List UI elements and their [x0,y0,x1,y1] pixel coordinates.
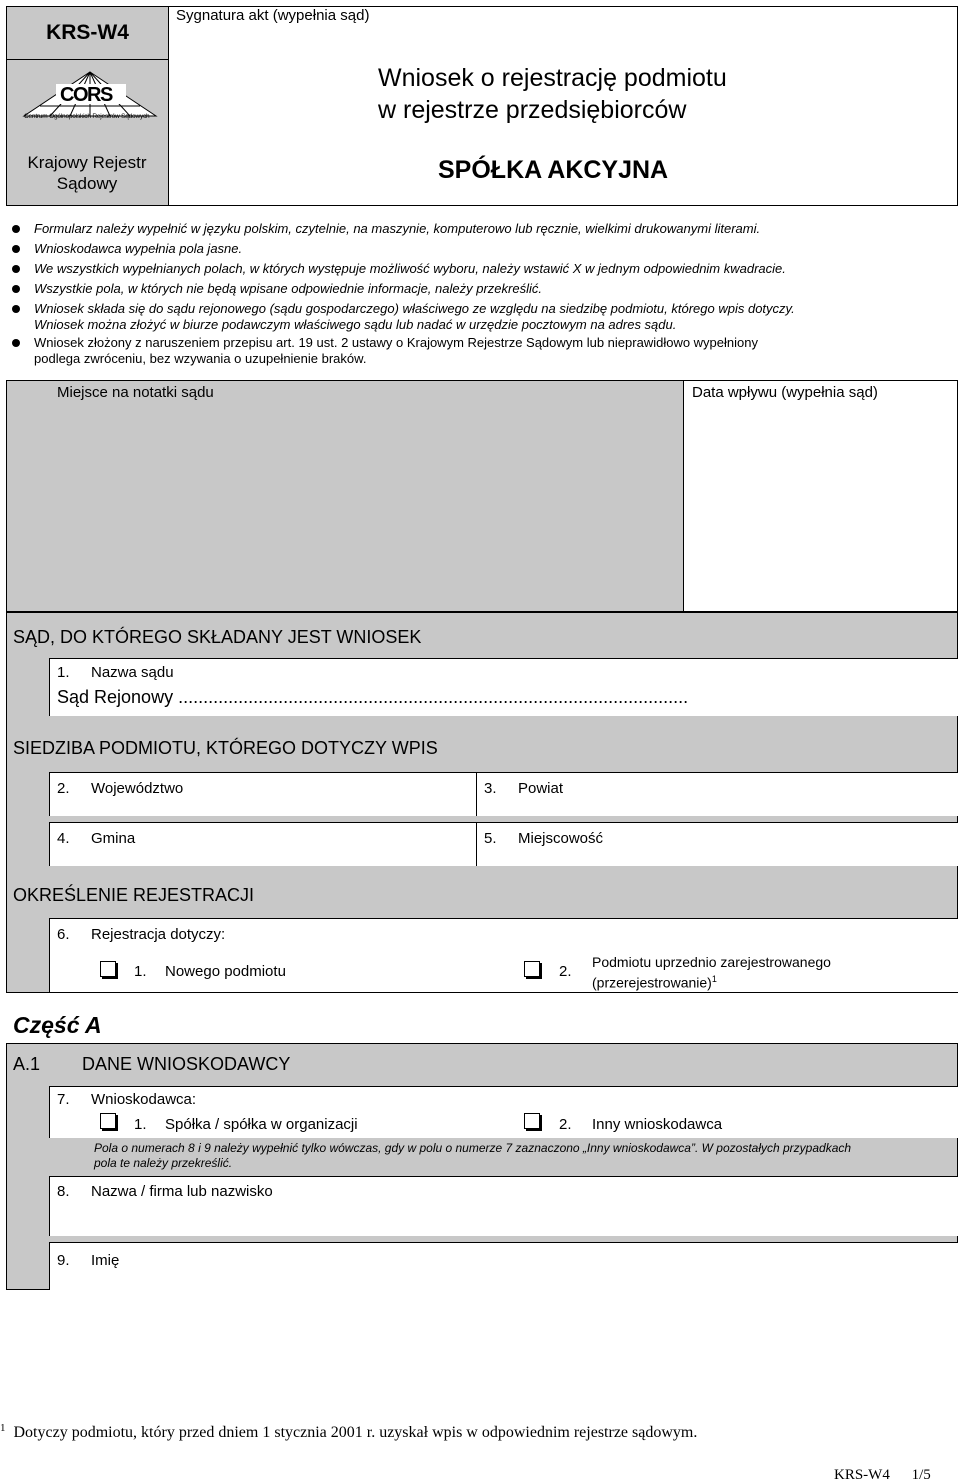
part-a-band [6,992,958,1044]
date-received-label: Data wpływu (wypełnia sąd) [692,384,878,401]
court-notes-label: Miejsce na notatki sądu [57,384,214,401]
instruction-item: Wszystkie pola, w których nie będą wpisane odpowiednie informacje, należy przekreślić. [12,281,942,297]
seat-section-heading: SIEDZIBA PODMIOTU, KTÓREGO DOTYCZY WPIS [13,738,438,758]
section-a1-number: A.1 [13,1054,41,1074]
page-footer [834,1467,931,1482]
instruction-item: Wnioskodawca wypełnia pola jasne. [12,241,942,257]
first-name-label: Imię [91,1252,120,1269]
new-entity-checkbox[interactable] [100,961,116,977]
form-title-line2: w rejestrze przedsiębiorców [378,96,687,124]
court-name-field[interactable]: 1. Nazwa sądu Sąd Rejonowy ...................................................................................................... [49,658,958,716]
signature-label: Sygnatura akt (wypełnia sąd) [176,7,370,24]
registration-section-heading: OKREŚLENIE REJESTRACJI [13,885,255,905]
registry-name-line2: Sądowy [56,174,118,193]
first-name-field[interactable]: 9. Imię [49,1242,958,1290]
applicant-type-label: Wnioskodawca: [91,1091,197,1108]
court-name-label: Nazwa sądu [91,664,174,681]
county-label: Powiat [518,780,564,797]
form-code: KRS-W4 [6,6,168,60]
logo-cors-text: CORS [60,84,112,106]
bullet-icon [12,339,20,347]
new-entity-label: Nowego podmiotu [165,963,286,980]
part-a-title: Część A [13,1012,102,1038]
registry-name-line1: Krajowy Rejestr [27,153,147,172]
instruction-item: Wniosek złożony z naruszeniem przepisu art. 19 ust. 2 ustawy o Krajowym Rejestrze Sądowym lub nieprawidłowo wypełniony podlega zwróceniu, bez wzywania o uzupełnienie braków. [12,335,942,367]
instructions-list [12,221,942,371]
bullet-icon [12,245,20,253]
footnote: $^1$ Dotyczy podmiotu, który przed dniem 1 stycznia 2001 r. uzyskał wpis w odpowiednim rejestrze sądowym. [0,1422,698,1442]
voivodeship-field[interactable]: 2. Województwo [49,772,476,816]
company-applicant-checkbox[interactable] [100,1113,116,1129]
voivodeship-label: Województwo [91,780,184,797]
other-applicant-label: Inny wnioskodawca [592,1116,723,1133]
logo-subtext: Centrum Ogólnopolskich Rejestrów Sądowych [24,113,150,120]
registration-type-field: 6. Rejestracja dotyczy: 1. Nowego podmiotu 2. Podmiotu uprzednio zarejestrowanego (przerejestrowanie)$^1$ [49,918,958,992]
applicant-name-label: Nazwa / firma lub nazwisko [91,1183,273,1200]
bullet-icon [12,225,20,233]
court-notes-area [6,380,684,612]
footer-form-code: KRS-W4 [834,1467,890,1482]
section-a1-title: DANE WNIOSKODAWCY [82,1054,291,1074]
registry-name [6,152,168,194]
form-title-line1: Wniosek o rejestrację podmiotu [378,64,727,92]
bullet-icon [12,265,20,273]
registration-type-label: Rejestracja dotyczy: [91,926,226,943]
instruction-item: We wszystkich wypełnianych polach, w których występuje możliwość wyboru, należy wstawić X w jednym odpowiednim kwadracie. [12,261,942,277]
bullet-icon [12,305,20,313]
court-name-value: Sąd Rejonowy ...................................................................................................... [57,687,689,707]
instruction-item: Formularz należy wypełnić w języku polskim, czytelnie, na maszynie, komputerowo lub ręcznie, wielkimi drukowanymi literami. [12,221,942,237]
bullet-icon [12,285,20,293]
applicant-type-field: 7. Wnioskodawca: 1. Spółka / spółka w organizacji 2. Inny wnioskodawca [49,1086,958,1138]
commune-label: Gmina [91,830,136,847]
other-applicant-checkbox[interactable] [524,1113,540,1129]
page-number: 1/5 [911,1467,931,1482]
reregistration-label: Podmiotu uprzednio zarejestrowanego (przerejestrowanie)$^1$ [592,954,831,991]
reregistration-checkbox[interactable] [524,961,540,977]
cors-logo [20,70,160,145]
date-received-area [684,380,958,612]
company-applicant-label: Spółka / spółka w organizacji [165,1116,358,1133]
county-field[interactable]: 3. Powiat [476,772,958,816]
instruction-item: Wniosek składa się do sądu rejonowego (sądu gospodarczego) właściwego ze względu na siedzibę podmiotu, którego wpis dotyczy. Wniosek można złożyć w biurze podawczym właściwego sądu lub nadać w urzędzie pocztowym na adres sądu. [12,301,942,333]
court-section-heading: SĄD, DO KTÓREGO SKŁADANY JEST WNIOSEK [13,627,422,647]
locality-label: Miejscowość [518,830,604,847]
locality-field[interactable]: 5. Miejscowość [476,822,958,866]
fields-8-9-note: Pola o numerach 8 i 9 należy wypełnić tylko wówczas, gdy w polu o numerze 7 zaznaczono „Inny wnioskodawca”. W pozostałych przypadkach pola te należy przekreślić. [94,1141,852,1170]
commune-field[interactable]: 4. Gmina [49,822,476,866]
applicant-name-field[interactable]: 8. Nazwa / firma lub nazwisko [49,1176,958,1236]
company-type-title: SPÓŁKA AKCYJNA [438,156,669,184]
